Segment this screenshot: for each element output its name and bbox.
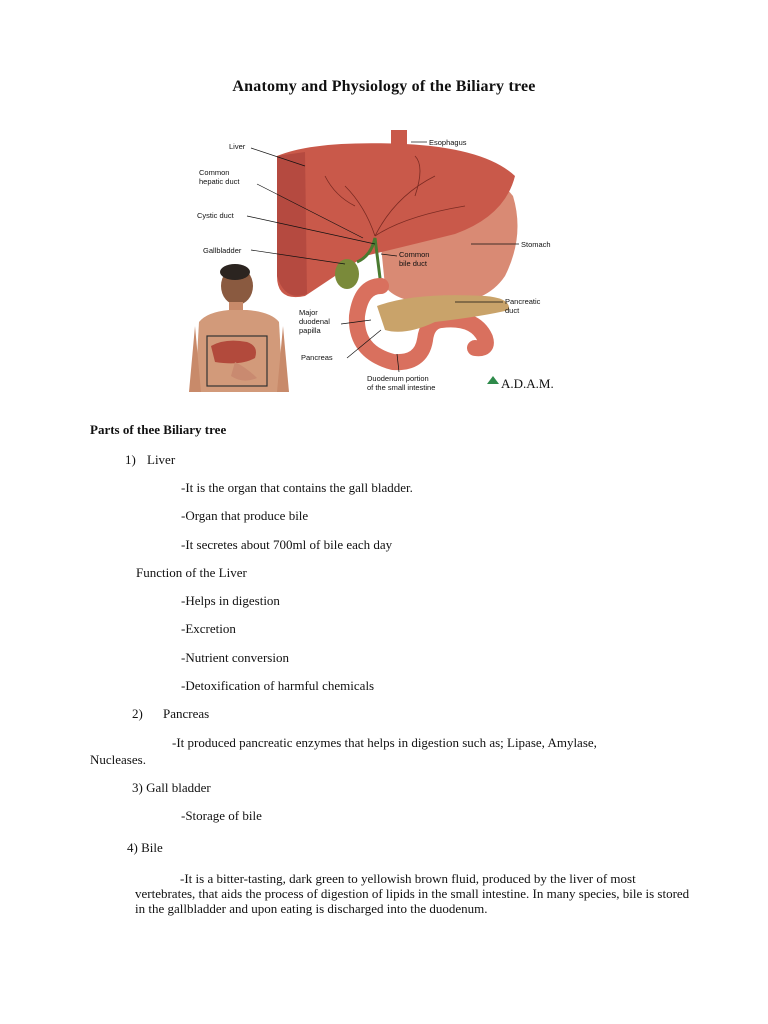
adam-logo [487, 376, 554, 391]
pancreas-text-line1: -It produced pancreatic enzymes that helps in digestion such as; Lipase, Amylase, [172, 735, 597, 750]
label-major-papilla-line1: Major [299, 308, 318, 317]
item-gallbladder-heading: 3) Gall bladder [132, 780, 211, 795]
item-liver-number: 1) [125, 452, 136, 467]
adam-logo-text: A.D.A.M. [501, 376, 554, 391]
label-common-bile-line2: bile duct [399, 259, 427, 268]
label-esophagus: Esophagus [429, 138, 467, 147]
document-title: Anatomy and Physiology of the Biliary tree [232, 78, 536, 95]
gallbladder-shape [335, 259, 359, 289]
gallbladder-point: -Storage of bile [181, 808, 262, 823]
liver-function-4: -Detoxification of harmful chemicals [181, 678, 375, 693]
liver-point-2: -Organ that produce bile [181, 508, 309, 523]
liver-function-3: -Nutrient conversion [181, 650, 289, 665]
section-heading: Parts of thee Biliary tree [90, 422, 227, 437]
liver-point-3: -It secretes about 700ml of bile each day [181, 537, 393, 552]
liver-function-2: -Excretion [181, 621, 236, 636]
label-liver: Liver [229, 142, 246, 151]
label-duodenum-line2: of the small intestine [367, 383, 436, 392]
adam-logo-icon [487, 376, 499, 384]
item-pancreas-name: Pancreas [163, 706, 210, 721]
label-common-bile-line1: Common [399, 250, 430, 259]
label-gallbladder: Gallbladder [203, 246, 242, 255]
liver-function-1: -Helps in digestion [181, 593, 280, 608]
label-stomach: Stomach [521, 240, 551, 249]
liver-function-heading: Function of the Liver [136, 565, 247, 580]
biliary-anatomy-figure [185, 126, 565, 396]
label-pancreatic-duct-line2: duct [505, 306, 520, 315]
label-major-papilla-line2: duodenal [299, 317, 330, 326]
label-common-hepatic-line1: Common [199, 168, 230, 177]
item-bile-heading: 4) Bile [127, 840, 163, 855]
liver-point-1: -It is the organ that contains the gall bladder. [181, 480, 413, 495]
label-common-hepatic-line2: hepatic duct [199, 177, 240, 186]
label-duodenum-line1: Duodenum portion [367, 374, 429, 383]
biliary-anatomy-illustration [185, 126, 565, 396]
human-figure [189, 264, 289, 392]
bile-paragraph: -It is a bitter-tasting, dark green to yellowish brown fluid, produced by the liver of most vertebrates, that aids the process of digestion of lipids in the small intestine. In many species, bile is stored in the gallbladder and upon eating is discharged into the duodenum. [135, 871, 690, 916]
label-major-papilla-line3: papilla [299, 326, 321, 335]
label-pancreas: Pancreas [301, 353, 333, 362]
item-liver-name: Liver [147, 452, 176, 467]
label-pancreatic-duct-line1: Pancreatic [505, 297, 541, 306]
pancreas-text-line2: Nucleases. [90, 752, 146, 767]
label-cystic-duct: Cystic duct [197, 211, 234, 220]
item-pancreas-number: 2) [132, 706, 143, 721]
